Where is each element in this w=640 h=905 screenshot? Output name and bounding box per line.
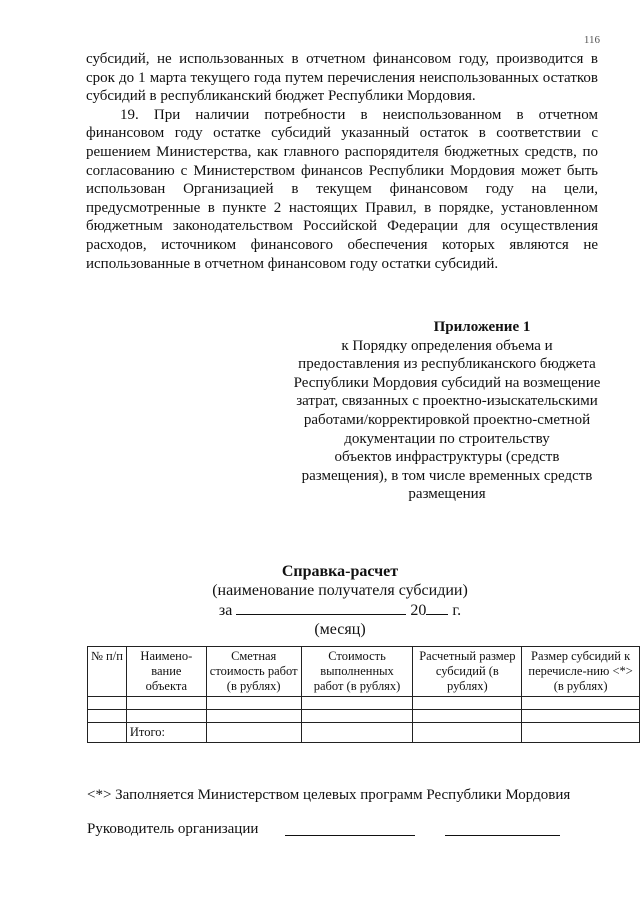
appendix-line: Республики Мордовия субсидий на возмещение: [293, 374, 601, 391]
year-blank: [426, 600, 448, 615]
form-title: Справка-расчет: [281, 563, 399, 580]
month-caption: (месяц): [314, 621, 366, 638]
appendix-line: к Порядку определения объема и: [341, 337, 553, 354]
table-cell: [88, 723, 127, 743]
appendix-line: документации по строительству: [344, 430, 550, 447]
header-cell: Стоимость выполненных работ (в рублях): [301, 647, 413, 697]
table-cell: [206, 710, 301, 723]
recipient-caption: (наименование получателя субсидии): [212, 582, 468, 599]
calculation-table: [87, 646, 640, 743]
table-cell: [206, 697, 301, 710]
table-cell: [413, 710, 522, 723]
table-cell: [522, 697, 640, 710]
appendix-line: размещения), в том числе временных средств: [301, 467, 593, 484]
year-suffix: г.: [452, 602, 462, 619]
table-cell: [522, 710, 640, 723]
appendix-line: затрат, связанных с проектно-изыскательскими: [296, 393, 598, 410]
footnote: <*> Заполняется Министерством целевых программ Республики Мордовия: [87, 787, 571, 803]
year-prefix: 20: [410, 602, 427, 619]
table-cell: [206, 723, 301, 743]
appendix-line: работами/корректировкой проектно-сметной: [303, 411, 591, 428]
month-blank: [236, 600, 406, 615]
header-cell: Расчетный размер субсидий (в рублях): [413, 647, 522, 697]
appendix-line: размещения: [408, 486, 486, 503]
table-cell: [413, 697, 522, 710]
header-cell: Размер субсидий к перечисле-нию <*> (в рублях): [522, 647, 640, 697]
name-line: [445, 835, 560, 836]
table-cell: [88, 710, 127, 723]
table-header-row: [88, 647, 640, 697]
signature-line: [285, 835, 415, 836]
table-cell: [126, 710, 206, 723]
header-cell: № п/п: [88, 647, 127, 697]
page-number: 116: [583, 34, 600, 46]
header-cell: Сметная стоимость работ (в рублях): [206, 647, 301, 697]
table-cell: [301, 697, 413, 710]
table-cell: [301, 723, 413, 743]
total-label: Итого:: [126, 723, 206, 743]
period-line: [150, 600, 530, 620]
signature-label: Руководитель организации: [87, 821, 259, 837]
appendix-line: предоставления из республиканского бюджета: [298, 356, 596, 373]
appendix-title: Приложение 1: [433, 319, 531, 335]
period-prefix: за: [218, 602, 233, 619]
paragraph-continued: субсидий, не использованных в отчетном финансовом году, производится в срок до 1 марта текущего года путем перечисления неиспользованных остатков субсидий в республиканский бюджет Республики Мордовия.: [86, 51, 598, 105]
body-text: [86, 50, 598, 273]
table-cell: [522, 723, 640, 743]
form-header: [150, 562, 530, 639]
table-row: [88, 710, 640, 723]
table-cell: [413, 723, 522, 743]
total-row: [88, 723, 640, 743]
table-row: [88, 697, 640, 710]
table-cell: [126, 697, 206, 710]
appendix-header: [272, 318, 622, 504]
appendix-line: объектов инфраструктуры (средств: [334, 449, 560, 466]
table-cell: [88, 697, 127, 710]
header-cell: Наимено-вание объекта: [126, 647, 206, 697]
paragraph-19: 19. При наличии потребности в неиспользованном в отчетном финансовом году остатке субсидий указанный остаток в соответствии с решением Министерства, как главного распорядителя бюджетных средств, по согласованию с Министерством финансов Республики Мордовия может быть использован Организацией в текущем финансовом году на цели, предусмотренные в пункте 2 настоящих Правил, в порядке, установленном бюджетным законодательством Российской Федерации для осуществления расходов, источником финансового обеспечения которых являются не использованные в отчетном финансовом году остатки субсидий.: [86, 106, 598, 272]
table-cell: [301, 710, 413, 723]
